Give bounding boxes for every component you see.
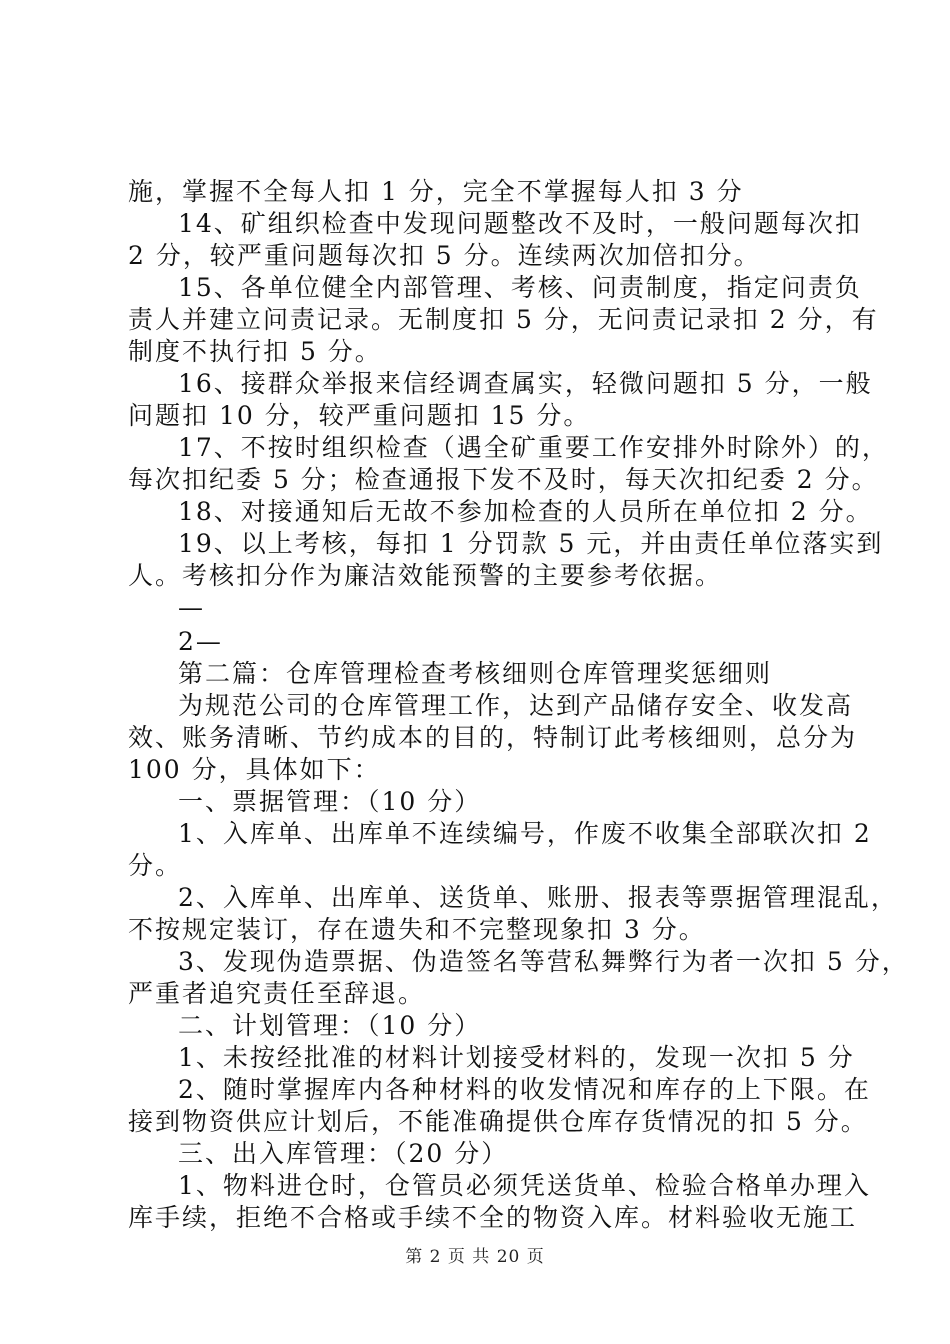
section-heading: 一、票据管理：（10 分）: [178, 787, 482, 816]
text-line: 2 分，较严重问题每次扣 5 分。连续两次加倍扣分。: [128, 241, 761, 270]
text-line: 1、入库单、出库单不连续编号，作废不收集全部联次扣 2: [178, 819, 872, 848]
text-line: 效、账务清晰、节约成本的目的，特制订此考核细则，总分为: [128, 723, 858, 752]
text-line: 人。考核扣分作为廉洁效能预警的主要参考依据。: [128, 561, 723, 590]
text-line: 施，掌握不全每人扣 1 分，完全不掌握每人扣 3 分: [128, 177, 744, 206]
text-line: 不按规定装订，存在遗失和不完整现象扣 3 分。: [128, 915, 706, 944]
text-line: 严重者追究责任至辞退。: [128, 979, 426, 1008]
section-title: 第二篇：仓库管理检查考核细则仓库管理奖惩细则: [178, 659, 773, 688]
page-footer: 第 2 页 共 20 页: [405, 1247, 545, 1267]
text-line: 3、发现伪造票据、伪造签名等营私舞弊行为者一次扣 5 分，: [178, 947, 909, 976]
text-line: 1、物料进仓时，仓管员必须凭送货单、检验合格单办理入: [178, 1171, 871, 1200]
text-line: 19、以上考核，每扣 1 分罚款 5 元，并由责任单位落实到: [178, 529, 884, 558]
text-line: 制度不执行扣 5 分。: [128, 337, 382, 366]
section-heading: 三、出入库管理：（20 分）: [178, 1139, 509, 1168]
text-line: 1、未按经批准的材料计划接受材料的，发现一次扣 5 分: [178, 1043, 855, 1072]
text-line: 14、矿组织检查中发现问题整改不及时，一般问题每次扣: [178, 209, 862, 238]
text-line: 接到物资供应计划后，不能准确提供仓库存货情况的扣 5 分。: [128, 1107, 868, 1136]
text-line: 17、不按时组织检查（遇全矿重要工作安排外时除外）的，: [178, 433, 889, 462]
text-line: 18、对接通知后无故不参加检查的人员所在单位扣 2 分。: [178, 497, 873, 526]
text-line: 分。: [128, 851, 183, 880]
text-line: 16、接群众举报来信经调查属实，轻微问题扣 5 分，一般: [178, 369, 873, 398]
page-mark: —: [178, 593, 205, 622]
text-line: 问题扣 10 分，较严重问题扣 15 分。: [128, 401, 591, 430]
text-line: 100 分，具体如下：: [128, 755, 381, 784]
text-line: 15、各单位健全内部管理、考核、问责制度，指定问责负: [178, 273, 862, 302]
text-line: 2、随时掌握库内各种材料的收发情况和库存的上下限。在: [178, 1075, 871, 1104]
text-line: 为规范公司的仓库管理工作，达到产品储存安全、收发高: [178, 691, 854, 720]
text-line: 每次扣纪委 5 分；检查通报下发不及时，每天次扣纪委 2 分。: [128, 465, 879, 494]
text-line: 2、入库单、出库单、送货单、账册、报表等票据管理混乱，: [178, 883, 898, 912]
section-heading: 二、计划管理：（10 分）: [178, 1011, 482, 1040]
page-mark: 2—: [178, 627, 223, 656]
text-line: 责人并建立问责记录。无制度扣 5 分，无问责记录扣 2 分，有: [128, 305, 879, 334]
text-line: 库手续，拒绝不合格或手续不全的物资入库。材料验收无施工: [128, 1203, 858, 1232]
